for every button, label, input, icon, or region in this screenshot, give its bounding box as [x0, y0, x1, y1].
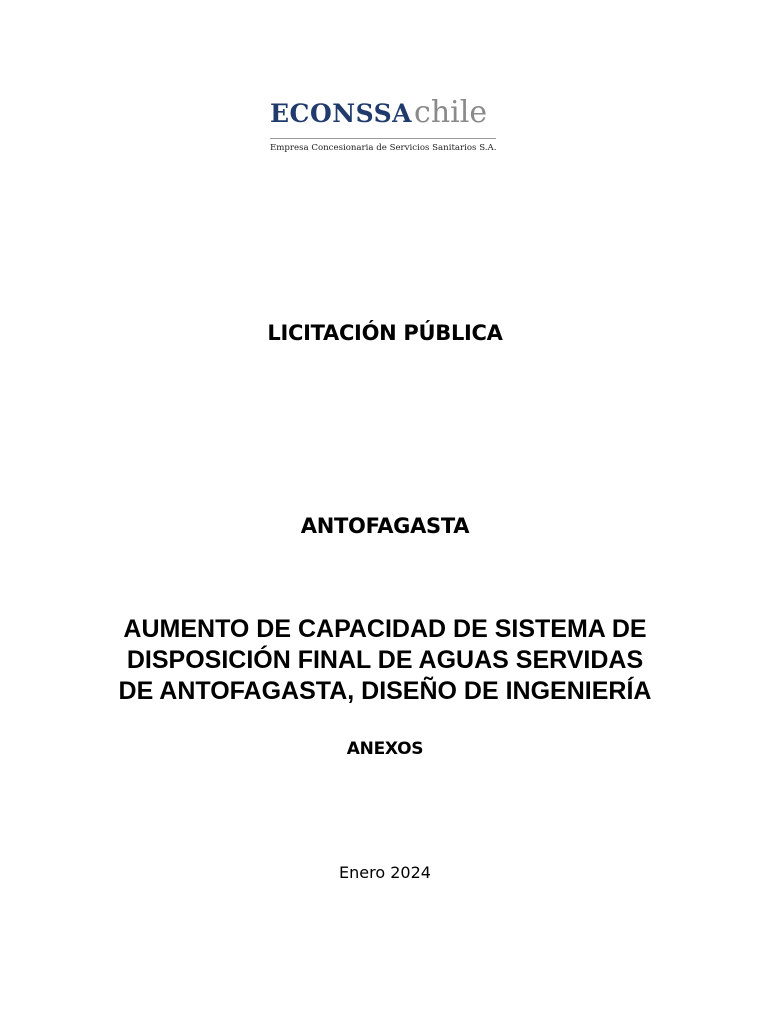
project-title-line: DISPOSICIÓN FINAL DE AGUAS SERVIDAS	[126, 646, 644, 674]
city-title: ANTOFAGASTA	[300, 514, 470, 538]
logo-brand-bold: ECONSSA	[270, 99, 413, 128]
logo-wordmark	[270, 95, 488, 130]
logo-tagline: Empresa Concesionaria de Servicios Sanitarios S.A.	[270, 143, 497, 153]
project-title-line: AUMENTO DE CAPACIDAD DE SISTEMA DE	[123, 615, 647, 643]
project-title-line: DE ANTOFAGASTA, DISEÑO DE INGENIERÍA	[118, 677, 652, 705]
logo-divider	[270, 138, 496, 139]
econssa-logo	[270, 95, 510, 162]
project-title	[60, 614, 710, 707]
annex-title: ANEXOS	[346, 739, 424, 759]
logo-brand-light: chile	[414, 95, 488, 130]
licitacion-title: LICITACIÓN PÚBLICA	[267, 321, 503, 345]
document-date: Enero 2024	[339, 863, 431, 882]
